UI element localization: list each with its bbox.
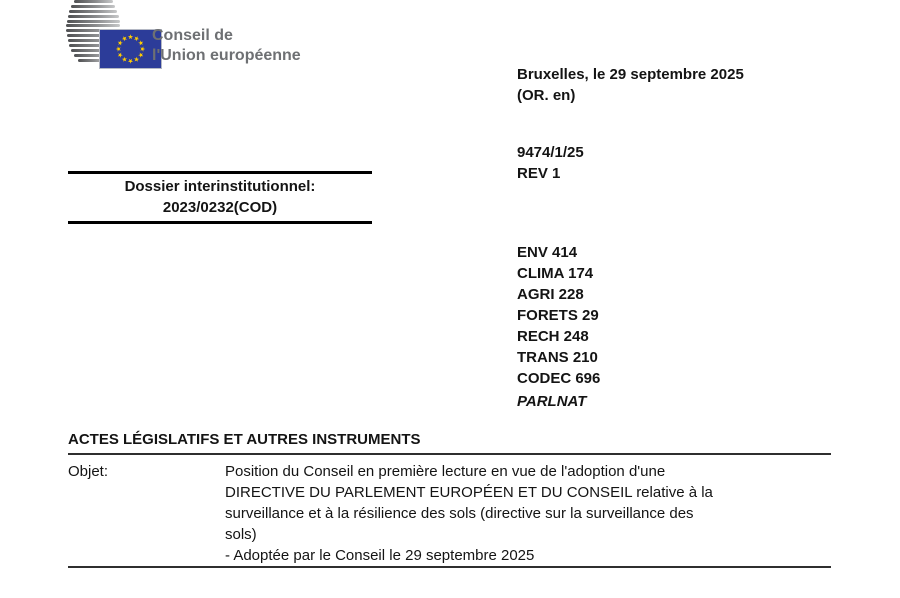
objet-content bbox=[225, 461, 713, 566]
objet-line: DIRECTIVE DU PARLEMENT EUROPÉEN ET DU CONSEIL relative à la bbox=[225, 484, 713, 501]
section-heading: ACTES LÉGISLATIFS ET AUTRES INSTRUMENTS bbox=[68, 431, 421, 448]
objet-line: Position du Conseil en première lecture en vue de l'adoption d'une bbox=[225, 463, 666, 480]
subject-code: AGRI 228 bbox=[517, 286, 584, 303]
subject-code: CODEC 696 bbox=[517, 370, 601, 387]
document-number-block bbox=[517, 142, 584, 184]
logo-institution-name bbox=[152, 26, 301, 66]
objet-line: - Adoptée par le Conseil le 29 septembre 2025 bbox=[225, 547, 535, 564]
document-number: 9474/1/25 bbox=[517, 144, 584, 161]
section-heading-rule bbox=[68, 453, 831, 455]
objet-line: sols) bbox=[225, 526, 257, 543]
subject-code: RECH 248 bbox=[517, 328, 589, 345]
objet-label: Objet: bbox=[68, 463, 109, 480]
dossier-box-top-rule bbox=[68, 171, 372, 174]
original-language: (OR. en) bbox=[517, 87, 576, 104]
parlnat-marker: PARLNAT bbox=[517, 393, 587, 410]
document-revision: REV 1 bbox=[517, 165, 561, 182]
subject-code: CLIMA 174 bbox=[517, 265, 594, 282]
objet-bottom-rule bbox=[68, 566, 831, 568]
interinstitutional-file-label: Dossier interinstitutionnel: bbox=[124, 178, 316, 195]
interinstitutional-file bbox=[68, 176, 372, 218]
logo-institution-line2: l'Union européenne bbox=[152, 47, 301, 64]
subject-codes-list bbox=[517, 242, 600, 412]
interinstitutional-file-number: 2023/0232(COD) bbox=[162, 199, 278, 216]
dossier-box-bottom-rule bbox=[68, 221, 372, 224]
logo-institution-line1: Conseil de bbox=[152, 27, 233, 44]
subject-code: FORETS 29 bbox=[517, 307, 599, 324]
place-date-block bbox=[517, 64, 744, 106]
place-date: Bruxelles, le 29 septembre 2025 bbox=[517, 66, 744, 83]
objet-line: surveillance et à la résilience des sols (directive sur la surveillance des bbox=[225, 505, 694, 522]
subject-code: ENV 414 bbox=[517, 244, 578, 261]
subject-code: TRANS 210 bbox=[517, 349, 598, 366]
